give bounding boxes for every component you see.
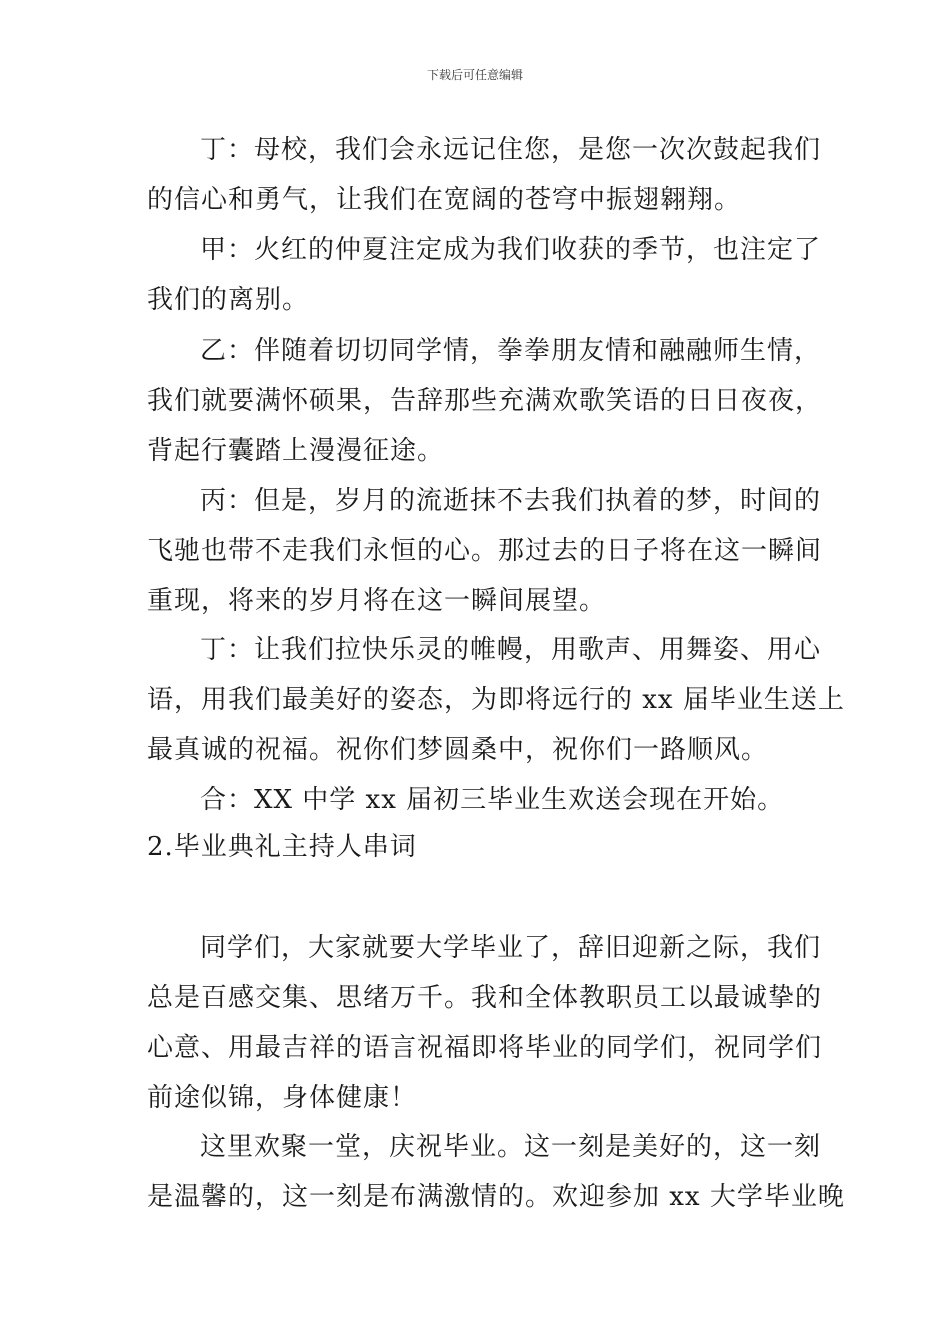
text-line: 丁：让我们拉快乐灵的帷幔，用歌声、用舞姿、用心 [200,635,822,665]
text-line: 背起行囊踏上漫漫征途。 [147,436,445,466]
text-line: 甲：火红的仲夏注定成为我们收获的季节，也注定了 [200,235,822,265]
text-line: 这里欢聚一堂，庆祝毕业。这一刻是美好的，这一刻 [200,1132,822,1162]
text-line: 乙：伴随着切切同学情，拳拳朋友情和融融师生情， [200,336,822,366]
section-heading: 2.毕业典礼主持人串词 [147,832,417,862]
text-line: 前途似锦，身体健康！ [147,1083,418,1113]
text-line: 语，用我们最美好的姿态，为即将远行的 xx 届毕业生送上 [147,685,845,715]
text-line: 合：XX 中学 xx 届初三毕业生欢送会现在开始。 [200,785,785,815]
text-line: 总是百感交集、思绪万千。我和全体教职员工以最诚挚的 [147,983,823,1013]
text-line: 是温馨的，这一刻是布满激情的。欢迎参加 xx 大学毕业晚 [147,1182,845,1212]
text-line: 丁：母校，我们会永远记住您，是您一次次鼓起我们 [200,135,822,165]
text-line: 丙：但是，岁月的流逝抹不去我们执着的梦，时间的 [200,486,822,516]
header-note: 下载后可任意编辑 [426,68,523,82]
text-line: 我们的离别。 [147,285,310,315]
text-line: 的信心和勇气，让我们在宽阔的苍穹中振翅翱翔。 [147,185,742,215]
text-line: 重现，将来的岁月将在这一瞬间展望。 [147,586,607,616]
text-line: 我们就要满怀硕果，告辞那些充满欢歌笑语的日日夜夜， [147,386,823,416]
text-line: 飞驰也带不走我们永恒的心。那过去的日子将在这一瞬间 [147,536,823,566]
text-line: 最真诚的祝福。祝你们梦圆桑中，祝你们一路顺风。 [147,735,769,765]
text-line: 心意、用最吉祥的语言祝福即将毕业的同学们，祝同学们 [147,1033,823,1063]
text-line: 同学们，大家就要大学毕业了，辞旧迎新之际，我们 [200,933,822,963]
